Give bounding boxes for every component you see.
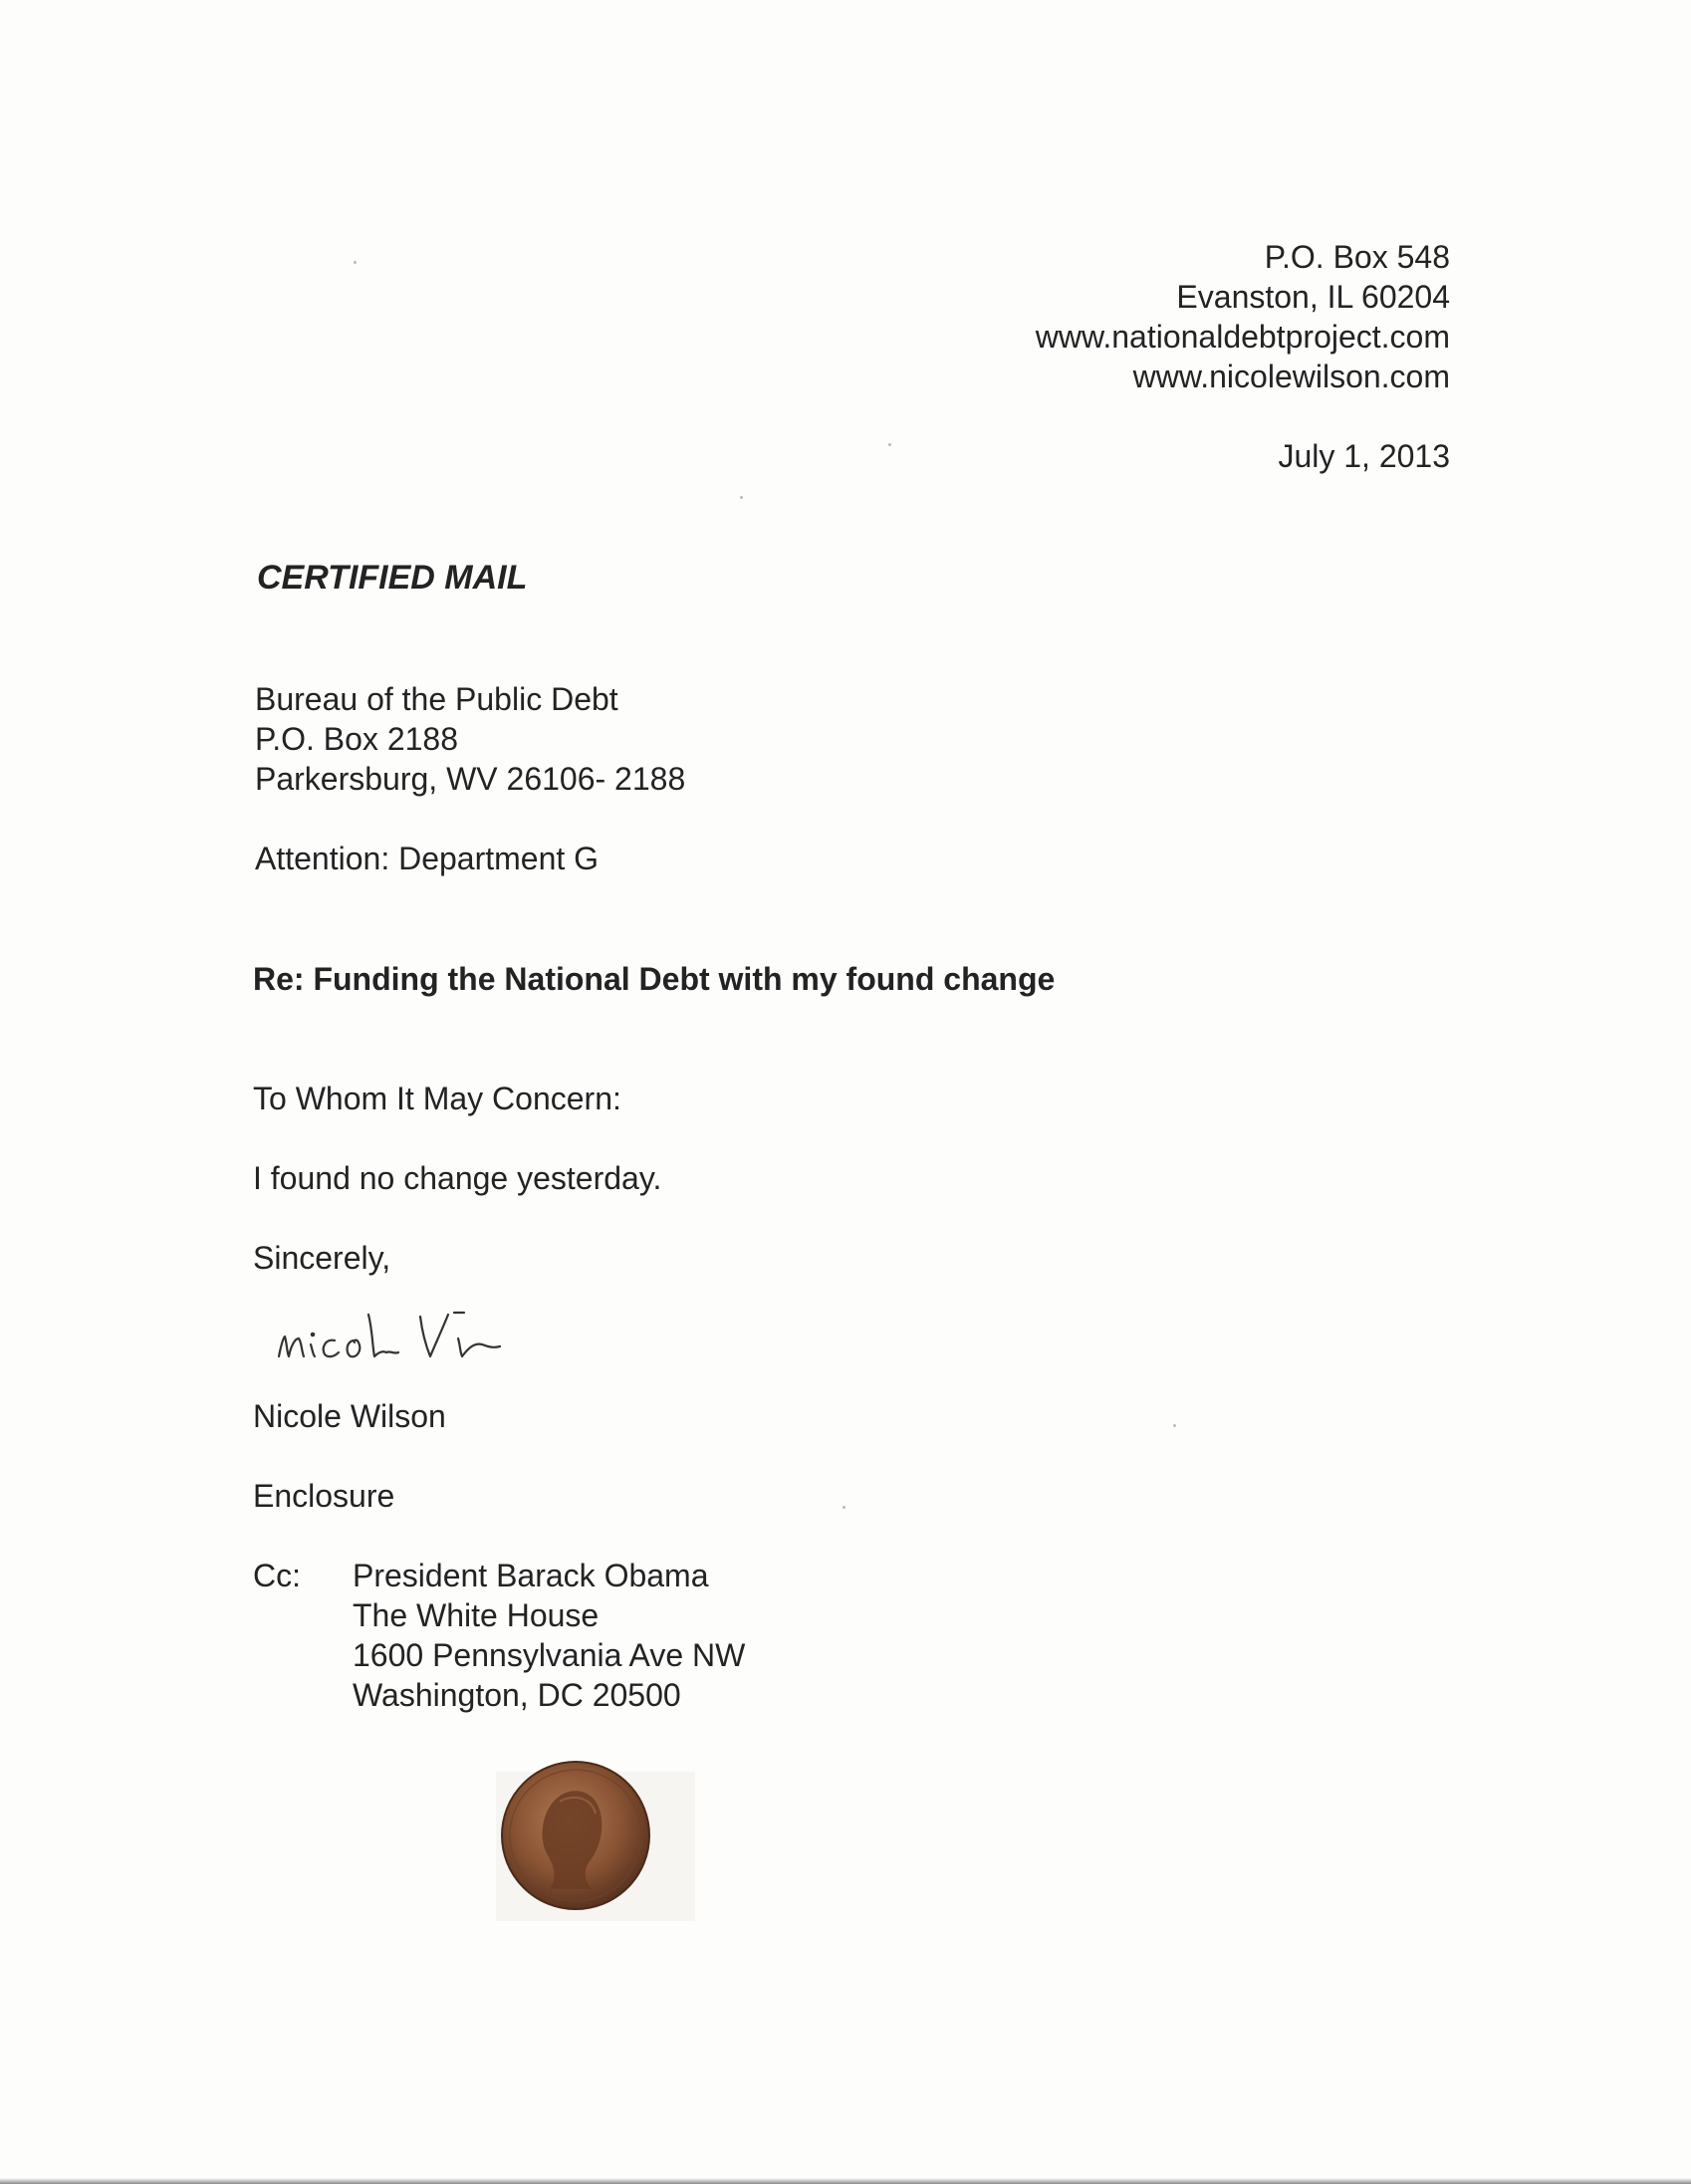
cc-line3: 1600 Pennsylvania Ave NW — [353, 1637, 746, 1673]
cc-line4: Washington, DC 20500 — [353, 1677, 681, 1713]
body-text: I found no change yesterday. — [253, 1160, 662, 1196]
recipient-name: Bureau of the Public Debt — [255, 681, 618, 717]
scan-speck — [354, 261, 357, 264]
letter-date: July 1, 2013 — [1278, 438, 1450, 474]
sender-address-line1: P.O. Box 548 — [1264, 239, 1450, 275]
recipient-address-line1: P.O. Box 2188 — [255, 721, 458, 757]
recipient-attention: Attention: Department G — [255, 841, 600, 876]
salutation: To Whom It May Concern: — [253, 1081, 621, 1116]
scan-bottom-edge — [0, 2178, 1691, 2184]
mail-type-heading: CERTIFIED MAIL — [257, 559, 528, 597]
sender-website-2: www.nicolewilson.com — [1132, 359, 1450, 394]
closing: Sincerely, — [253, 1240, 391, 1276]
cc-line1: President Barack Obama — [353, 1558, 709, 1593]
subject-line: Re: Funding the National Debt with my found change — [253, 961, 1056, 997]
penny-icon — [488, 1758, 707, 1927]
sender-address-line2: Evanston, IL 60204 — [1176, 279, 1450, 315]
cc-label: Cc: — [253, 1558, 301, 1593]
scan-speck — [1173, 1424, 1176, 1427]
scan-speck — [888, 443, 891, 446]
sender-website-1: www.nationaldebtproject.com — [1035, 319, 1450, 355]
enclosure-notation: Enclosure — [253, 1478, 395, 1514]
cc-line2: The White House — [353, 1597, 600, 1633]
scan-speck — [843, 1506, 846, 1509]
scan-speck — [740, 496, 743, 499]
signer-name: Nicole Wilson — [253, 1398, 446, 1434]
recipient-address-line2: Parkersburg, WV 26106- 2188 — [255, 761, 686, 797]
handwritten-signature-icon — [269, 1295, 578, 1374]
